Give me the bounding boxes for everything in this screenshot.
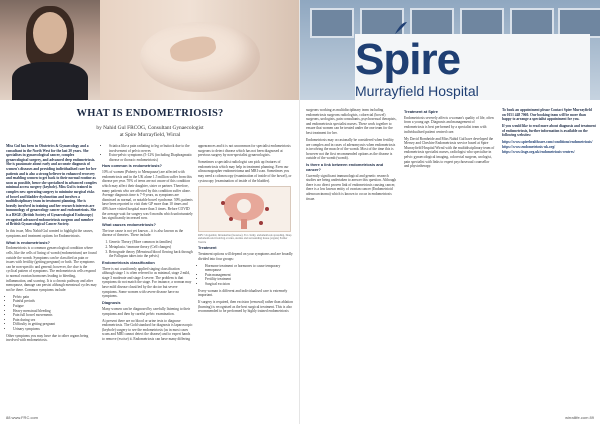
article-title: WHAT IS ENDOMETRIOSIS? [76,108,224,119]
individual-care-paragraph: Every woman is different and individualised care is extremely important. [198,288,288,298]
hospital-sign [355,34,590,100]
byline-author: by Nahid Gul FRCOG, Consultant Gynaecologist [96,125,204,131]
team-paragraph: My David Bornheide and Miss Nahid Gul have developed the Mersey and Cheshire Endometriosis service based at Spire Murrayfield Hospital Wirral with the multidisciplinary team of endometriosis specialist nurses, radiologist who specialise in pelvic gynaecological imaging, colorectal surgeon, urologist, pain specialist with links to expert psychosexual counsellor and physiotherapy. [404,136,495,169]
page-footer-right: wirrallife.com 89 [565,415,594,420]
column-1 [6,144,97,345]
heading-common: How common is endometriosis? [102,163,162,169]
list-item: • Pelvic pain [13,295,97,300]
list-item: 2. Metaplasia / immune theory (Cell changes) [109,245,193,250]
surgery-paragraph: If surgery is required, then excision (removal) rather than ablation (burning) is recognised as the best surgical treatment. This is also recommended to be performed by highly trained endometriosis [198,300,293,314]
spire-logo-icon [393,20,409,36]
list-item: • Pain during sex [13,318,97,323]
cause-paragraph: The true cause is not yet known – it is also known as the disease of theories. These include: [102,228,184,238]
link-list [502,140,596,154]
list-item: • Surgical excision [205,282,294,287]
figure-caption: RPS: Urogenital, Intrauterine (Isosetoe). For clarity, endometriosis spreading, Deep endometriosis involving ovaries, uterine and surrounding tissue (organs) Earlier Vesicle [198,233,292,244]
list-item: • Pain management [205,273,294,278]
list-item: • Fertility treatment [205,277,294,282]
link-spirehealthcare[interactable]: https://www.spirehealthcare.com/conditions/endometriosis/ [502,140,593,145]
appearances-paragraph: appearances and it is not uncommon for specialist endometriosis surgeons to detect disease which has not been diagnosed at previous surgery by non-specialist gynaecologists. [198,144,291,158]
logo-subtitle-text: Murrayfield Hospital [355,83,479,99]
booking-cta: To book an appointment please Contact Spire Murrayfield on 0151 448 7060. Our booking team will be more than happy to arrange a specialist appointment for you. [502,108,592,122]
common-paragraph: 10% of women (Puberty to Menopause) are affected with endometriosis and in the UK alone 1.5 million suffer from this disease per year. 70% of teens are not aware of this condition which may affect their daughter, sister or partner. Therefore, many patients who are affected by this condition suffer alone. Average diagnosis time is 7-9 years, as symptoms are dismissed as normal, or notable bowel syndrome. 50% patients have been reported to visit their GP more than 10 times and 40% have visited hospital more than 3 times. Before COVID the average wait for surgery was 6 months which unfortunately has significantly increased now. [102,170,193,221]
byline-location: at Spire Murrayfield, Wirral [119,132,181,138]
link-endometriosis-uk[interactable]: https://www.endometriosis-uk.org/ [502,144,556,149]
adenomyosis-paragraph: Endometriosis may occasionally be considered when fertility are complex and in cases of adenomyosis when endometriosis is involving the muscle of the womb. Most of the time this is however not the first recommended options as the disease is outside of the womb (womb). [306,137,396,161]
lesion-spot [265,207,269,211]
radiology-paragraph: Sometimes a specialist radiologist can pick up features of endometriosis which may help in treatment planning. Even our ultrasonographer endometrioma and MRI scan. Sometimes you may need a colonoscopy (examination of inside of the bowel), or cystoscopy (examination of inside of the bladder). [198,160,292,183]
list-item: • Difficulty in getting pregnant [13,322,97,327]
building-window [310,8,354,38]
list-item: • Extra-pelvic symptoms (5-12% (including Diaphragmatic disease or thoracic endometriosis) [109,153,193,162]
list-item: • Fatigue [13,304,97,309]
diagnosis-paragraph-2: At present there are no blood or urine tests to diagnose endometriosis. The Gold standard for diagnosis is laparoscopic (keyhole) surgery to see the endometriosis (as in most cases scans and MRI cannot detect the disease) and to expert hands to remove (excise) it. Endometriosis can have many differing [102,318,193,341]
other-symptoms-paragraph: Other symptoms you may have due to other organs being involved with endometriosis. [6,333,89,343]
hero-image-left [0,0,300,100]
portrait-shoulders [12,62,88,100]
symptom-list [6,295,97,332]
mdt-paragraph: surgeons working as multidisciplinary team including endometriosis surgeons radiologists, colorectal (bowel) surgeons, urologists, pain consultants, psychosexual therapists, and endometriosis specialist nurses. These work together to ensure that women can be treated under the one team for the best treatment for her. [306,108,397,135]
spire-paragraph: Endometriosis severely affects a woman's quality of life, often from a young age. Diagnosis and management of endometriosis is best performed by a specialist team with individualised patient centred care. [404,115,494,134]
hero-image-right [300,0,600,100]
treatment-list [198,264,294,287]
cause-list [102,240,193,258]
portrait-face [33,12,67,54]
treatment-paragraph: Treatment options will depend on your symptoms and are broadly divided into four groups: [198,252,293,261]
uterine-cavity [237,199,251,213]
lesion-spot [229,217,233,221]
heading-treatment: Treatment [198,245,217,251]
article-byline [0,125,300,139]
author-portrait-image [0,0,100,100]
cancer-link-paragraph: Currently significant immunological and genetic research studies are being undertaken to answer this question. Although there is no direct proven link of endometriosis causing cancer, there is a low known entity of ovarian cancer (Endometrioid adenocarcinoma) which is known to occur in endometriosis tissue. [306,173,397,201]
author-bio: Miss Gul has been in Obstetrics & Gynaecology and a consultant in the North West for the last 20 years. She specialises in gynaecological cancer, complex gynaecological surgery, and advanced deep endometriosis. She is passionate about early and accurate diagnosis of women's diseases and providing individualised care for her patients and is also a strong believer in enhanced recovery and enabling women to get back to their normal routine as soon as possible, hence she specialised in advanced complex minimal access surgery (keyhole). Miss Gul is trained in complex new operating surgery to minimise surgical risks of bowel and bladder dysfunction and involves a multidisciplinary team in treatment planning. She is heavily involved in training and her research interests are immunology of gynaecology cancer and endometriosis. She is a BSGE (British Society of Gynaecological Endoscopy) recognised advanced endometriosis surgeon and member of British Gynaecological Cancer Society. [6,144,97,227]
list-item: • Hormone treatment or hormones to cause temporary menopause [205,264,294,273]
heading-cause: What causes endometriosis? [102,222,156,228]
heading-classification: Endometriosis classification [102,259,155,265]
intro-paragraph: In this issue, Miss Nahid Gul wanted to highlight the causes, symptoms and treatment options for Endometriosis. [6,229,94,238]
right-column-2 [404,108,495,171]
column-2 [102,144,193,344]
diagnosis-paragraph: Many women can be diagnosed by carefully listening to their symptoms and then by careful pelvic examination. [102,306,191,316]
uterus-illustration [198,186,291,232]
page-footer-left: 88 www.FRC.com [6,415,39,420]
heading-cancer-link: Is there a link between endometriosis and cancer? [306,162,384,172]
logo-brand-text: Spire [355,35,461,84]
heading-diagnosis: Diagnosis [102,300,121,306]
lesion-spot [221,201,225,205]
classification-paragraph: There is not a uniformly applied staging classification although stage 1 is often referred to as minimal, stage 2 mild, stage 3 moderate and stage 4 severe. The problem is that symptoms do not match the stage. For instance, a woman may have mild disease classified by the doctor but severe symptoms. Some women with severe disease have no symptoms. [102,266,192,299]
read-more-cta: If you would like to read more about diagnosis and treatment of endometriosis, further information is available on the following websites: [502,124,596,138]
list-item: • Painful periods [13,299,97,304]
list-item: • Sciatica like a pain radiating to leg or buttock due to the involvement of pelvic nerves [109,144,193,153]
list-item: • Pain full bowel movements [13,313,97,318]
heading-spire: Treatment at Spire [404,109,438,114]
right-column-3 [502,108,596,157]
link-bsge[interactable]: https://www.bsge.org.uk/endometriosis-centres/ [502,149,575,154]
column-3 [198,144,294,316]
lesion-spot [259,221,263,225]
cervix-shape [241,219,247,229]
what-paragraph: Endometriosis is a common gynaecological condition where cells, like the cells of lining of womb (endometrium) are found outside the womb. Symptoms can be classified as pain or issues with fertility (getting pregnant) or both. The symptoms can be non-specific and general; however, the clue is the cyclical pattern of symptoms. The endometriosis cells respond to normal ovarian hormones leading to bleeding, inflammation, and scarring. It is a chronic pathway and after menopause, damage can persist although menstrual cycles may not be there. Common symptoms include: [6,246,97,292]
abdomen-photo [100,0,300,100]
heading-what: What is endometriosis? [6,239,50,245]
right-column-1 [306,108,397,204]
list-item: • Urinary symptoms [13,327,97,332]
right-page [300,0,600,424]
extra-symptom-list [102,144,193,162]
list-item: • Heavy menstrual bleeding [13,309,97,314]
list-item: 1. Genetic Theory (More common in families) [109,240,193,245]
list-item: 3. Retrograde theory (Menstrual blood flowing back through the Fallopian tubes into the pelvis) [109,250,193,259]
